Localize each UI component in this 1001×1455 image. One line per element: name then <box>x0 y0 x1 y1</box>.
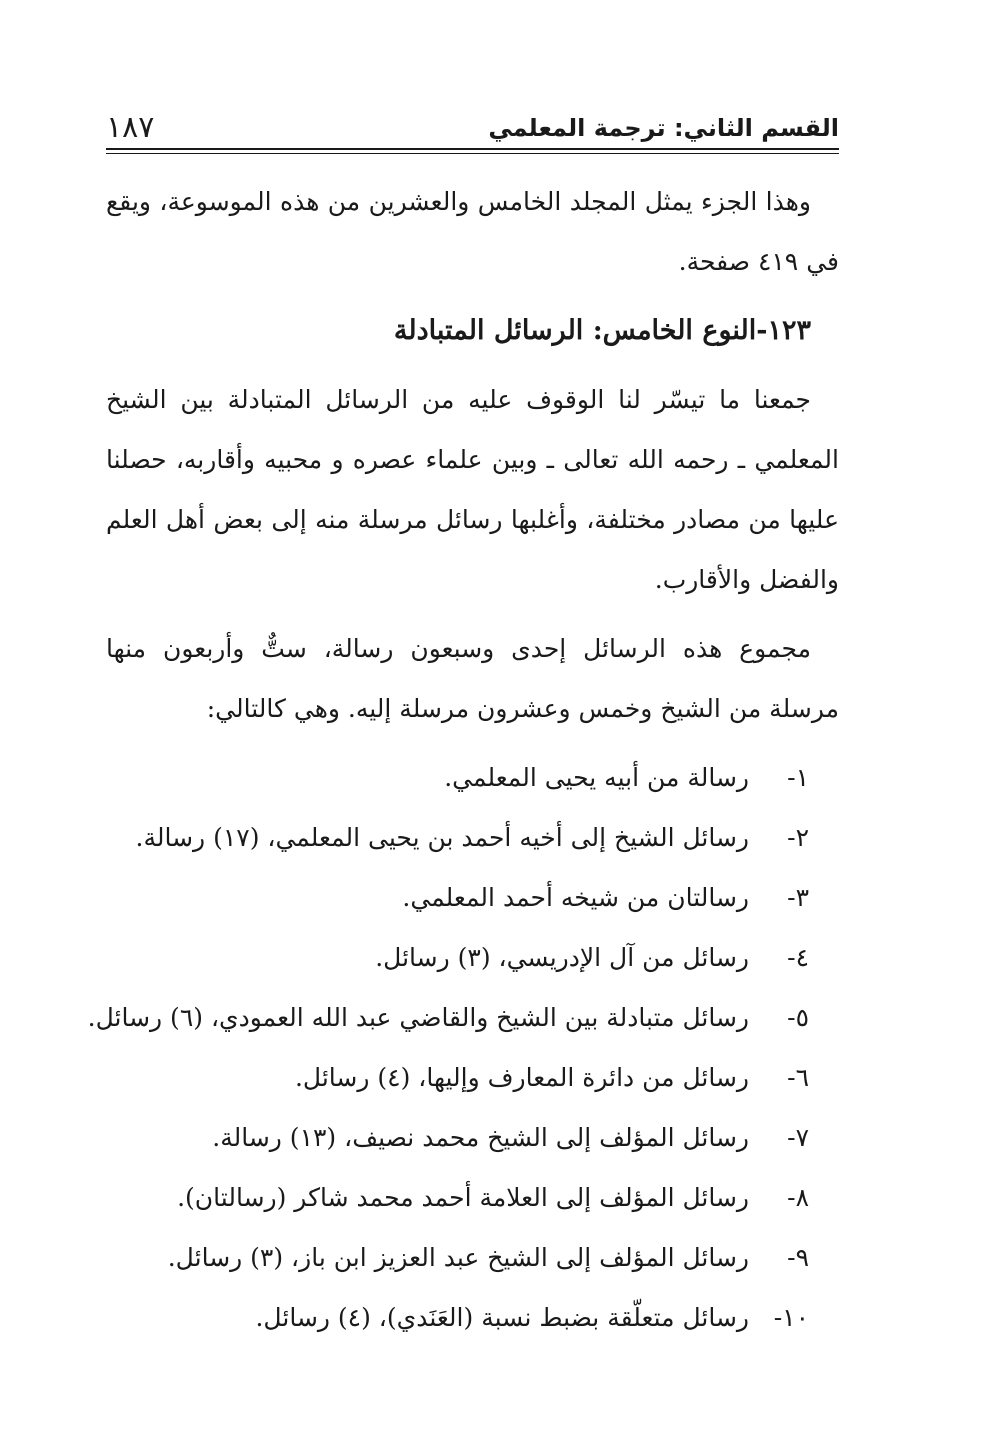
list-item-number: ٨- <box>787 1183 809 1212</box>
list-item <box>106 928 839 988</box>
list-item <box>87 988 839 1048</box>
list-item <box>106 808 839 868</box>
list-item-text: رسائل المؤلف إلى العلامة أحمد محمد شاكر (رسالتان). <box>177 1183 749 1212</box>
list-item-number: ١٠- <box>773 1303 809 1332</box>
list-item-number: ٦- <box>787 1063 809 1092</box>
list-item-text: رسائل المؤلف إلى الشيخ عبد العزيز ابن باز، (٣) رسائل. <box>167 1243 749 1272</box>
list-item-number: ٢- <box>787 823 809 852</box>
list-item <box>106 1168 839 1228</box>
section-heading: ١٢٣-النوع الخامس: الرسائل المتبادلة <box>393 315 811 346</box>
page-header <box>106 108 839 152</box>
running-title: القسم الثاني: ترجمة المعلمي <box>488 114 839 142</box>
list-item-number: ٩- <box>787 1243 809 1272</box>
list-item <box>106 1228 839 1288</box>
list-item-text: رسائل متبادلة بين الشيخ والقاضي عبد الله العمودي، (٦) رسائل. <box>87 1003 749 1032</box>
list-item-number: ١- <box>787 763 809 792</box>
list-item-number: ٥- <box>787 1003 809 1032</box>
list-item <box>106 868 839 928</box>
list-item <box>106 1048 839 1108</box>
list-item <box>106 1108 839 1168</box>
list-item-text: رسائل من دائرة المعارف وإليها، (٤) رسائل. <box>294 1063 749 1092</box>
letters-list <box>87 748 839 1348</box>
section-paragraph-1: جمعنا ما تيسّر لنا الوقوف عليه من الرسائل المتبادلة بين الشيخ المعلمي ـ رحمه الله تعالى ـ وبين علماء عصره و محبيه وأقاربه، حصلنا عليها من مصادر مختلفة، وأغلبها رسائل مرسلة منه إلى بعض أهل العلم والفضل والأقارب. <box>106 385 839 594</box>
header-rule-thin <box>106 153 839 154</box>
list-item-text: رسالة من أبيه يحيى المعلمي. <box>444 763 749 792</box>
page-body <box>87 172 839 1348</box>
list-item-text: رسالتان من شيخه أحمد المعلمي. <box>402 883 749 912</box>
section-paragraph-2: مجموع هذه الرسائل إحدى وسبعون رسالة، ستٌّ وأربعون منها مرسلة من الشيخ وخمس وعشرون مرسلة إليه. وهي كالتالي: <box>106 634 839 723</box>
list-item-number: ٧- <box>787 1123 809 1152</box>
page-number: ١٨٧ <box>106 110 155 145</box>
list-item-number: ٤- <box>787 943 809 972</box>
list-item-text: رسائل متعلّقة بضبط نسبة (العَنَدي)، (٤) رسائل. <box>255 1303 749 1332</box>
list-item <box>106 748 839 808</box>
list-item-text: رسائل الشيخ إلى أخيه أحمد بن يحيى المعلمي، (١٧) رسالة. <box>135 823 749 852</box>
list-item-number: ٣- <box>787 883 809 912</box>
list-item-text: رسائل من آل الإدريسي، (٣) رسائل. <box>375 943 749 972</box>
intro-paragraph: وهذا الجزء يمثل المجلد الخامس والعشرين من هذه الموسوعة، ويقع في ٤١٩ صفحة. <box>106 187 839 276</box>
list-item-text: رسائل المؤلف إلى الشيخ محمد نصيف، (١٣) رسالة. <box>212 1123 749 1152</box>
header-rule-thick <box>106 148 839 150</box>
list-item <box>106 1288 839 1348</box>
